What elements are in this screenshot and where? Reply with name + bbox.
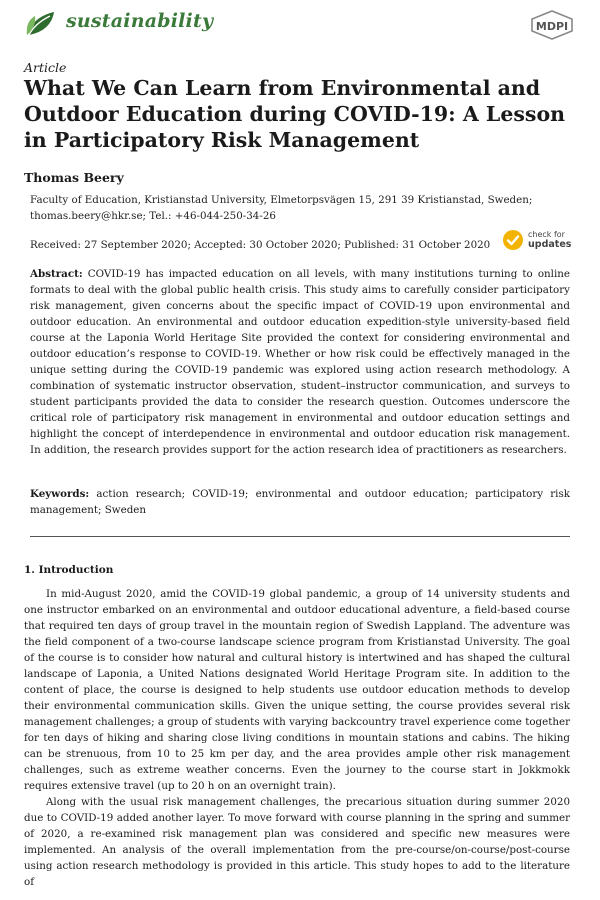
check-for-updates-badge[interactable]	[502, 229, 582, 253]
introduction-body	[24, 586, 570, 890]
paragraph: Along with the usual risk management challenges, the precarious situation during summer 2020 due to COVID-19 added another layer. To move forward with course planning in the spring and summer of 2020, a re-examined risk management plan was considered and specific new measures were implemented. An analysis of the overall implementation from the pre-course/on-course/post-course using action research methodology is provided in this article. This study hopes to add to the literature of	[24, 796, 570, 888]
updates-label: updates	[528, 239, 572, 250]
journal-name: sustainability	[66, 10, 214, 32]
abstract-text: COVID-19 has impacted education on all levels, with many institutions turning to online formats to deal with the global public health crisis. This study aims to carefully consider participatory risk management, given concerns about the specific impact of COVID-19 upon environmental and outdoor education. An environmental and outdoor education expedition-style university-based field course at the Laponia World Heritage Site provided the context for considering environmental and outdoor education’s response to COVID-19. Whether or how risk could be effectively managed in the unique setting during the COVID-19 pandemic was explored using action research methodology. A combination of systematic instructor observation, student–instructor communication, and surveys to student participants provided the data to consider the research question. Outcomes underscore the critical role of participatory risk management in environmental and outdoor education settings and highlight the concept of interdependence in environmental and outdoor education risk management. In addition, the research provides support for the action research idea of practitioners as researchers.	[30, 268, 570, 456]
section-divider	[30, 536, 570, 537]
affiliation-address: Faculty of Education, Kristianstad University, Elmetorpsvägen 15, 291 39 Kristianstad, Sweden;	[30, 194, 533, 206]
journal-header	[24, 6, 576, 42]
article-title: What We Can Learn from Environmental and Outdoor Education during COVID-19: A Lesson in Participatory Risk Management	[24, 76, 566, 152]
keywords	[30, 486, 570, 518]
section-heading-introduction: 1. Introduction	[24, 564, 114, 576]
abstract	[30, 266, 570, 458]
keywords-label: Keywords:	[30, 488, 90, 500]
check-for-label: check for	[528, 230, 565, 239]
publisher-name: MDPI	[535, 20, 569, 33]
affiliation-contact[interactable]: thomas.beery@hkr.se; Tel.: +46-044-250-34-26	[30, 210, 276, 222]
abstract-label: Abstract:	[30, 268, 83, 280]
leaf-logo-icon	[24, 8, 58, 38]
author-name: Thomas Beery	[24, 170, 124, 185]
check-for-updates-icon	[502, 229, 524, 251]
publication-dates: Received: 27 September 2020; Accepted: 30 October 2020; Published: 31 October 2020	[30, 239, 491, 251]
keywords-text: action research; COVID-19; environmental and outdoor education; participatory risk management; Sweden	[30, 488, 570, 516]
author-affiliation	[30, 192, 570, 224]
paragraph: In mid-August 2020, amid the COVID-19 global pandemic, a group of 14 university students and one instructor embarked on an environmental and outdoor educational adventure, a field-based course that required ten days of group travel in the mountain region of Swedish Lappland. The adventure was the field component of a two-course landscape science program from Kristianstad University. The goal of the course is to consider how natural and cultural history is intertwined and has shaped the cultural landscape of Laponia, a United Nations designated World Heritage Program site. In addition to the content of place, the course is designed to help students use outdoor education methods to develop their environmental communication skills. Given the unique setting, the course provides several risk management challenges; a group of students with varying backcountry travel experience come together for ten days of hiking and sharing close living conditions in mountain stations and cabins. The hiking can be strenuous, from 10 to 25 km per day, and the area provides ample other risk management challenges, such as extreme weather concerns. Even the journey to the course start in Jokkmokk requires extensive travel (up to 20 h on an overnight train).	[24, 588, 570, 792]
article-type: Article	[24, 60, 67, 75]
